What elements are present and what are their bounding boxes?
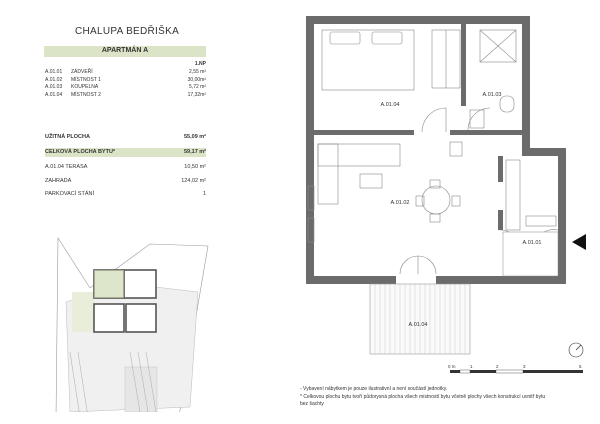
- total-area-row: [45, 148, 206, 157]
- floor-label: 1.NP: [194, 61, 206, 67]
- garden-label: ZAHRADA: [45, 178, 72, 184]
- garden-value: 124,02 m²: [181, 178, 206, 184]
- room-area: 30,00m²: [187, 76, 206, 83]
- scale-bar: [440, 362, 590, 380]
- room-row: [45, 84, 206, 92]
- room-row: [45, 69, 206, 77]
- room-row: [45, 92, 206, 100]
- parking-row: [45, 190, 206, 199]
- room-code: A.01.02: [45, 76, 63, 83]
- terrace-row: [45, 163, 206, 172]
- terrace-code: A.01.04: [45, 164, 64, 170]
- scale-tick: 3: [523, 364, 526, 369]
- project-title: CHALUPA BEDŘIŠKA: [74, 26, 180, 37]
- room-list: [45, 69, 206, 99]
- plan-label-living: A.01.02: [390, 200, 410, 206]
- scale-tick: 5: [579, 364, 582, 369]
- living-furniture: [308, 142, 556, 242]
- room-area: 2,55 m²: [189, 69, 206, 75]
- bathroom-fixtures: [470, 30, 516, 128]
- usable-area-row: [45, 133, 206, 142]
- room-name: MÍSTNOST 1: [71, 76, 101, 83]
- plan-label-bedroom: A.01.04: [380, 102, 400, 108]
- parking-value: 1: [202, 191, 206, 197]
- bedroom-furniture: [322, 30, 460, 90]
- scale-tick: 0 m: [448, 364, 456, 369]
- plan-label-bathroom: A.01.03: [482, 92, 502, 98]
- entry-area: [503, 232, 558, 276]
- north-arrow-icon: [566, 340, 586, 360]
- plan-label-terrace: A.01.04: [408, 322, 428, 328]
- usable-area-value: 55,09 m²: [183, 134, 206, 140]
- room-name: MÍSTNOST 2: [71, 91, 101, 98]
- garden-highlight: [72, 292, 94, 332]
- total-area-value: 59,17 m²: [183, 149, 206, 155]
- room-area: 5,72 m²: [189, 84, 206, 90]
- note-total-area-cont: bez šachty: [300, 401, 324, 407]
- room-name: ZÁDVEŘÍ: [71, 69, 93, 75]
- room-code: A.01.04: [45, 91, 63, 98]
- room-area: 17,32m²: [187, 91, 206, 98]
- parking-label: PARKOVACÍ STÁNÍ: [45, 191, 95, 197]
- room-code: A.01.03: [45, 84, 63, 90]
- scale-tick: 1: [470, 364, 473, 369]
- room-row: [45, 77, 206, 85]
- usable-area-label: UŽITNÁ PLOCHA: [45, 134, 90, 140]
- note-furniture: - Vybavení nábytkem je pouze ilustrativní a není součástí jednotky.: [300, 386, 448, 392]
- room-code: A.01.01: [45, 69, 63, 75]
- site-plan: [30, 232, 210, 412]
- entrance-arrow-icon: [572, 234, 586, 250]
- apartment-a-highlight: [94, 270, 124, 298]
- apartment-name: APARTMÁN A: [101, 47, 149, 54]
- room-name: KOUPELNA: [71, 84, 99, 90]
- note-total-area: * Celkovou plochu bytu tvoří půdorysná plocha všech místností bytu včetně plochy všech konstrukcí uvnitř bytu: [300, 394, 546, 400]
- terrace-value: 10,50 m²: [184, 164, 206, 170]
- scale-tick: 2: [496, 364, 499, 369]
- total-area-label: CELKOVÁ PLOCHA BYTU*: [45, 149, 116, 155]
- garden-row: [45, 177, 206, 186]
- plan-label-entry: A.01.01: [522, 240, 542, 246]
- terrace-label: TERASA: [65, 164, 88, 170]
- floor-plan: [300, 10, 600, 355]
